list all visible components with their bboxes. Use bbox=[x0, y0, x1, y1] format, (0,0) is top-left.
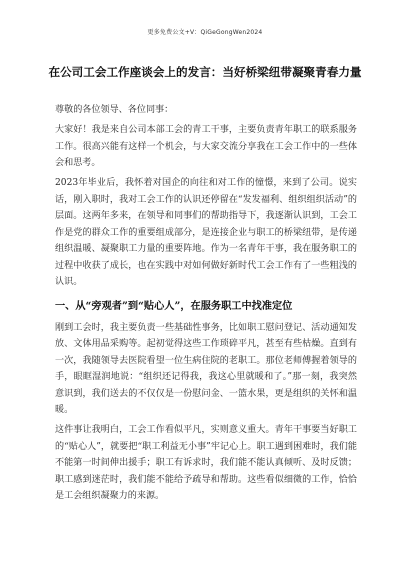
salutation: 尊敬的各位领导、各位同事： bbox=[55, 105, 174, 115]
paragraph: 大家好！我是来自公司本部工会的青工干事，主要负责青年职工的联系服务工作。很高兴能有这样一个机会，与大家交流分享我在工会工作中的一些体会和思考。 bbox=[55, 125, 357, 168]
paragraph: 这件事让我明白，工会工作看似平凡，实则意义重大。青年干事要当好职工的“贴心人”，就要把“职工利益无小事”牢记心上。职工遇到困难时，我们能不能第一时间伸出援手；职工有诉求时，我们能不能认真倾听、及时反馈；职工感到迷茫时，我们能不能给予疏导和帮助。这些看似细微的工作，恰恰是工会组织凝聚力的来源。 bbox=[55, 425, 357, 501]
section-heading: 一、从“旁观者”到“贴心人”，在服务职工中找准定位 bbox=[55, 299, 293, 312]
document-body bbox=[55, 102, 357, 508]
header-note: 更多免费公文+V：QiGeGongWen2024 bbox=[147, 29, 263, 36]
paragraph: 刚到工会时，我主要负责一些基础性事务，比如职工慰问登记、活动通知发放、文体用品采购等。起初觉得这些工作琐碎平凡，甚至有些枯燥。直到有一次，我随领导去医院看望一位生病住院的老职工。那位老师傅握着领导的手，眼眶湿润地说：“组织还记得我，我这心里就暖和了。”那一刻，我突然意识到，我们送去的不仅仅是一份慰问金、一篮水果，更是组织的关怀和温暖。 bbox=[55, 322, 357, 415]
paragraph: 2023年毕业后，我怀着对国企的向往和对工作的憧憬，来到了公司。说实话，刚入职时，我对工会工作的认识还停留在“发发福利、组织组织活动”的层面。这两年多来，在领导和同事们的帮助指导下，我逐渐认识到，工会工作是党的群众工作的重要组成部分，是连接企业与职工的桥梁纽带，是传递组织温暖、凝聚职工力量的重要阵地。作为一名青年干事，我在服务职工的过程中收获了成长，也在实践中对如何做好新时代工会工作有了一些粗浅的认识。 bbox=[55, 178, 357, 287]
document-title: 在公司工会工作座谈会上的发言：当好桥梁纽带凝聚青春力量 bbox=[48, 65, 362, 79]
